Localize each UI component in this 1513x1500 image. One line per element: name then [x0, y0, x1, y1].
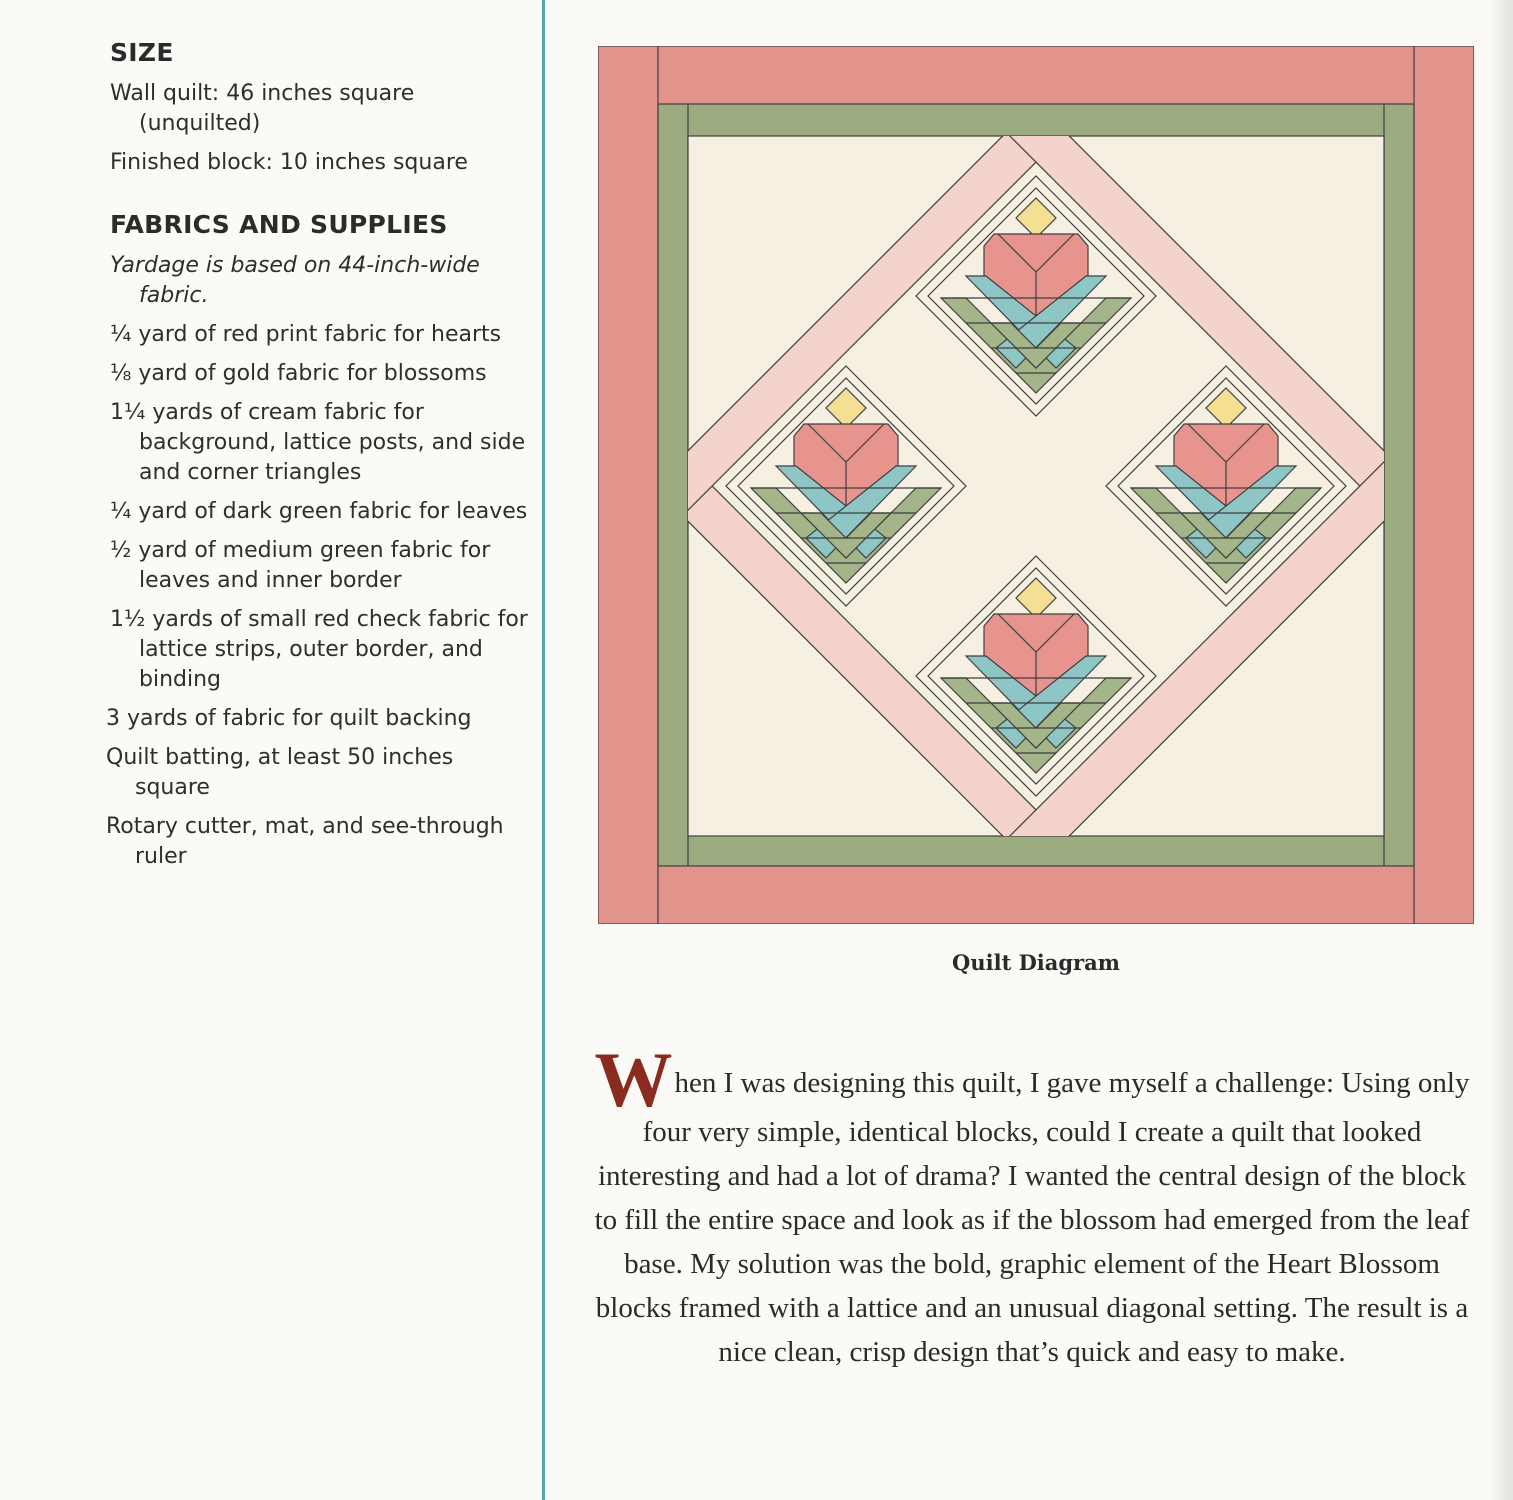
- supply-item: ¼ yard of dark green fabric for leaves: [110, 499, 528, 524]
- drop-cap: W: [594, 1036, 673, 1123]
- supply-item: 1½ yards of small red check fabric for lattice strips, outer border, and binding: [110, 607, 528, 692]
- size-heading: SIZE: [110, 38, 174, 67]
- yardage-note: Yardage is based on 44-inch-wide fabric.: [110, 253, 480, 308]
- size-item: Wall quilt: 46 inches square (unquilted): [110, 81, 415, 136]
- fabrics-heading: FABRICS AND SUPPLIES: [110, 210, 448, 239]
- materials-column: [106, 38, 530, 881]
- supply-item: Quilt batting, at least 50 inches square: [106, 745, 454, 800]
- page-gutter-shadow: [1488, 0, 1513, 1500]
- size-item: Finished block: 10 inches square: [110, 150, 468, 175]
- column-divider-rule: [542, 0, 545, 1500]
- intro-text: hen I was designing this quilt, I gave myself a challenge: Using only four very simple, identical blocks, could I create a quilt that looked interesting and had a lot of drama? I wanted the central design of the block to fill the entire space and look as if the blossom had emerged from the leaf base. My solution was the bold, graphic element of the Heart Blossom blocks framed with a lattice and an unusual diagonal setting. The result is a nice clean, crisp design that’s quick and easy to make.: [594, 1067, 1470, 1368]
- diagram-caption: Quilt Diagram: [952, 950, 1120, 975]
- intro-paragraph: [592, 1036, 1472, 1374]
- supply-item: ¼ yard of red print fabric for hearts: [110, 322, 502, 347]
- quilt-diagram: [598, 46, 1474, 924]
- supply-item: Rotary cutter, mat, and see-through ruler: [106, 814, 504, 869]
- supply-item: 1¼ yards of cream fabric for background, lattice posts, and side and corner triangles: [110, 400, 526, 485]
- supply-item: ½ yard of medium green fabric for leaves and inner border: [110, 538, 491, 593]
- supply-item: ⅛ yard of gold fabric for blossoms: [110, 361, 487, 386]
- supply-item: 3 yards of fabric for quilt backing: [106, 706, 472, 731]
